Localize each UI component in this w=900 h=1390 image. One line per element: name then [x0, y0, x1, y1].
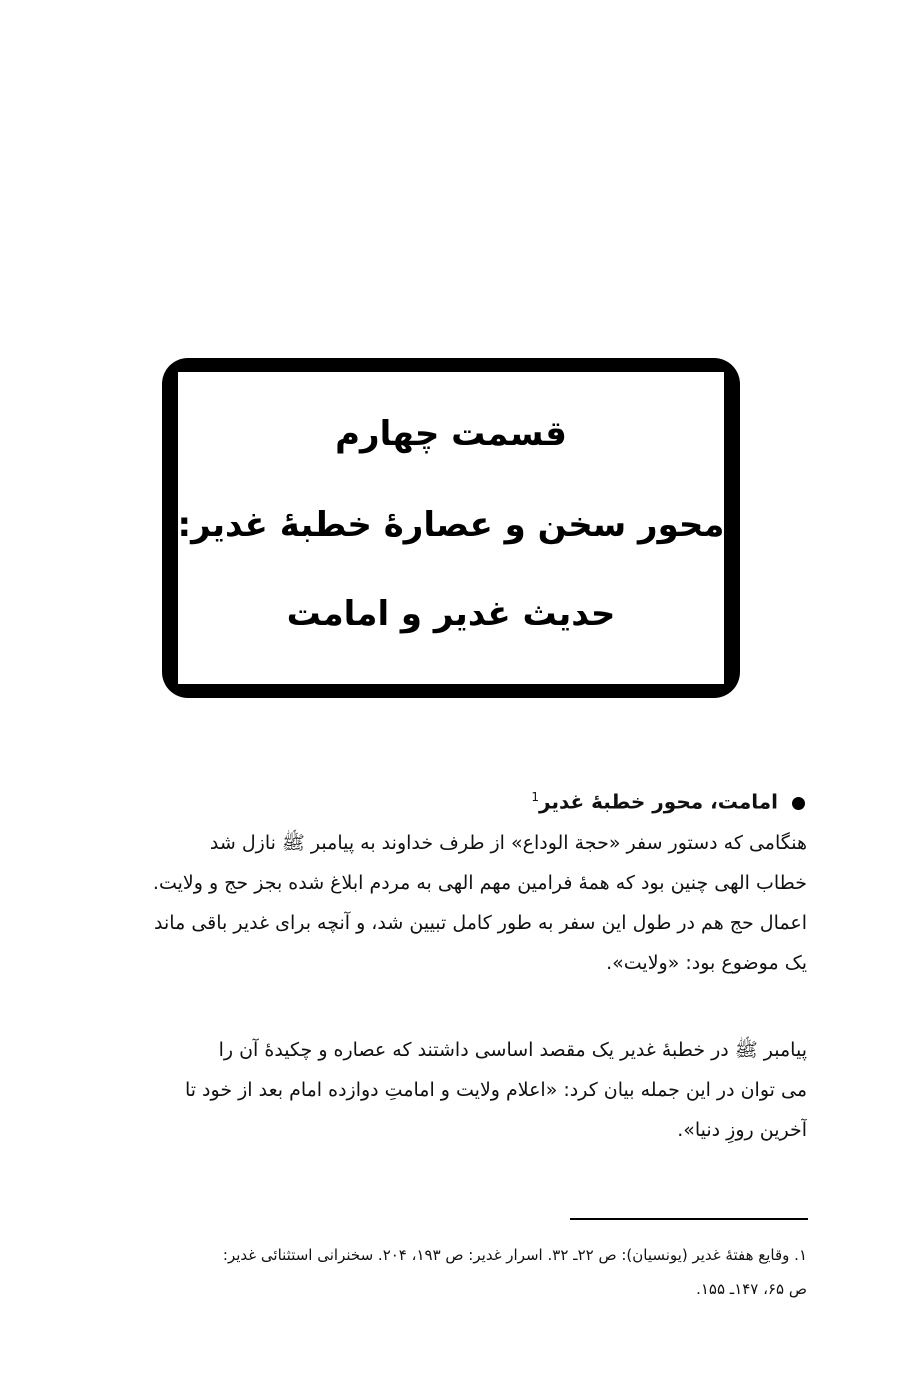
part-subtitle: محور سخن و عصارهٔ خطبهٔ غدیر: — [177, 505, 725, 545]
paragraph-line: خطاب الهی چنین بود که همهٔ فرامین مهم الهی به مردم ابلاغ شده بجز حج و ولایت. — [152, 872, 807, 894]
paragraph-1 — [95, 823, 807, 983]
footnote-line: ص ۶۵، ۱۴۷ـ ۱۵۵. — [696, 1280, 807, 1298]
paragraph-line: می توان در این جمله بیان کرد: «اعلام ولایت و امامتِ دوازده امام بعد از خود تا — [184, 1079, 807, 1101]
paragraph-line: یک موضوع بود: «ولایت». — [606, 952, 807, 974]
part-topic: حدیث غدیر و امامت — [286, 594, 616, 634]
footnote — [95, 1238, 807, 1306]
footnote-separator — [570, 1218, 808, 1220]
part-title: قسمت چهارم — [335, 414, 567, 454]
paragraph-line: آخرین روزِ دنیا». — [677, 1119, 807, 1141]
footnote-line: ۱. وقایع هفتهٔ غدیر (یونسیان): ص ۲۲ـ ۳۲. اسرار غدیر: ص ۱۹۳، ۲۰۴. سخنرانی استثنائی غدیر: — [222, 1246, 807, 1264]
section-heading-text: امامت، محور خطبهٔ غدیر — [539, 789, 778, 814]
footnote-reference: 1 — [531, 790, 539, 804]
section-heading — [531, 782, 805, 817]
paragraph-2 — [95, 1030, 807, 1150]
paragraph-line: پیامبر ﷺ در خطبهٔ غدیر یک مقصد اساسی داشتند که عصاره و چکیدهٔ آن را — [218, 1039, 807, 1061]
bullet-icon — [792, 797, 805, 810]
paragraph-line: اعمال حج هم در طول این سفر به طور کامل تبیین شد، و آنچه برای غدیر باقی ماند — [154, 912, 807, 934]
paragraph-line: هنگامی که دستور سفر «حجة الوداع» از طرف خداوند به پیامبر ﷺ نازل شد — [209, 832, 807, 854]
